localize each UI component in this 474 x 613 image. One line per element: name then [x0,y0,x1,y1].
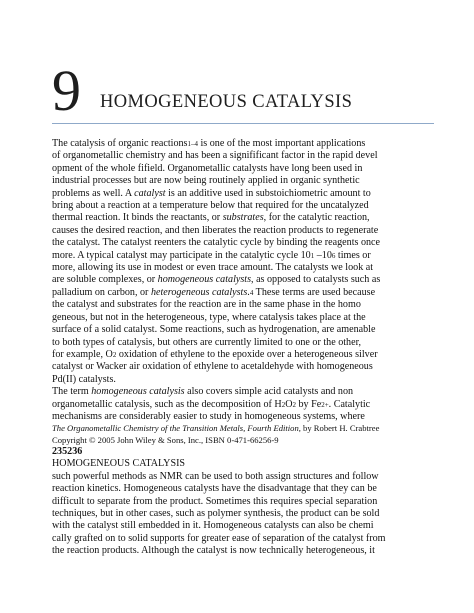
page-number: 235236 [52,445,83,457]
text-line: difficult to separate from the product. Sometimes this requires special separation [52,495,378,507]
text-line: more, allowing its use in modest or even trace amount. The catalysts we look at [52,262,374,274]
text-line: palladium on carbon, or heterogeneous catalysts.4 These terms are used because [52,286,376,298]
text-line: cally grafted on to solid supports for greater ease of separation of the catalyst from [52,532,386,544]
text-line: the reaction products. Although the catalyst is now technically heterogeneous, it [52,545,375,557]
text-line: of organometallic chemistry and has been a signifificant factor in the rapid devel [52,150,378,162]
paragraph-1 [52,138,437,386]
text-line: problems as well. A catalyst is an additive used in substoichiometric amount to [52,187,371,199]
text-line: opment of the whole fifield. Organometallic catalysts have long been used in [52,162,363,174]
text-line: The Organometallic Chemistry of the Transition Metals, Fourth Edition, by Robert H. Crabtree [52,423,380,434]
text-line: bring about a reaction at a temperature below that required for the uncatalyzed [52,200,369,212]
text-line: with the catalyst still embedded in it. Homogeneous catalysts can also be chemi [52,520,374,532]
paragraph-2 [52,386,437,423]
text-line: the catalyst and substrates for the reaction are in the same phase in the homo [52,299,361,311]
text-line: surface of a solid catalyst. Some reactions, such as hydrogenation, are amenable [52,324,376,336]
text-line: Copyright © 2005 John Wiley & Sons, Inc., ISBN 0-471-66256-9 [52,434,279,445]
text-line: catalyst or Wacker air oxidation of ethylene to acetaldehyde with homogeneous [52,361,373,373]
text-line: organometallic catalysis, such as the decomposition of H2O2 by Fe2+. Catalytic [52,398,371,410]
title-divider [52,123,434,124]
copyright-credit [52,423,437,446]
text-line: reaction kinetics. Homogeneous catalysts have the disadvantage that they can be [52,483,377,495]
text-line: techniques, but in other cases, such as polymer synthesis, the product can be sold [52,507,380,519]
text-line: geneous, but not in the heterogeneous, type, where catalysis takes place at the [52,311,366,323]
text-line: for example, O2 oxidation of ethylene to the epoxide over a heterogeneous silver [52,348,378,360]
text-line: The catalysis of organic reactions1–4 is one of the most important applications [52,138,366,149]
paragraph-3 [52,471,437,558]
text-line: the catalyst. The catalyst reenters the catalytic cycle by binding the reagents once [52,237,381,249]
text-line: mechanisms are considerably easier to study in homogeneous systems, where [52,410,365,422]
running-head: HOMOGENEOUS CATALYSIS [52,458,186,470]
text-line: causes the desired reaction, and then liberates the reaction products to regenerate [52,224,379,236]
chapter-number: 9 [52,58,81,123]
text-line: such powerful methods as NMR can be used to both assign structures and follow [52,470,379,482]
text-line: industrial processes but are now being routinely applied in organic synthetic [52,175,360,187]
text-line: Pd(II) catalysts. [52,373,116,385]
text-line: The term homogeneous catalysis also covers simple acid catalysts and non [52,386,354,398]
body-text [52,138,437,558]
text-line: to both types of catalysis, but others are currently limited to one or the other, [52,336,362,348]
chapter-title: HOMOGENEOUS CATALYSIS [100,92,353,112]
text-line: more. A typical catalyst may participate in the catalytic cycle 101 –106 times or [52,249,371,261]
text-line: are soluble complexes, or homogeneous catalysts, as opposed to catalysts such as [52,274,381,286]
text-line: thermal reaction. It binds the reactants, or substrates, for the catalytic reaction, [52,212,370,224]
